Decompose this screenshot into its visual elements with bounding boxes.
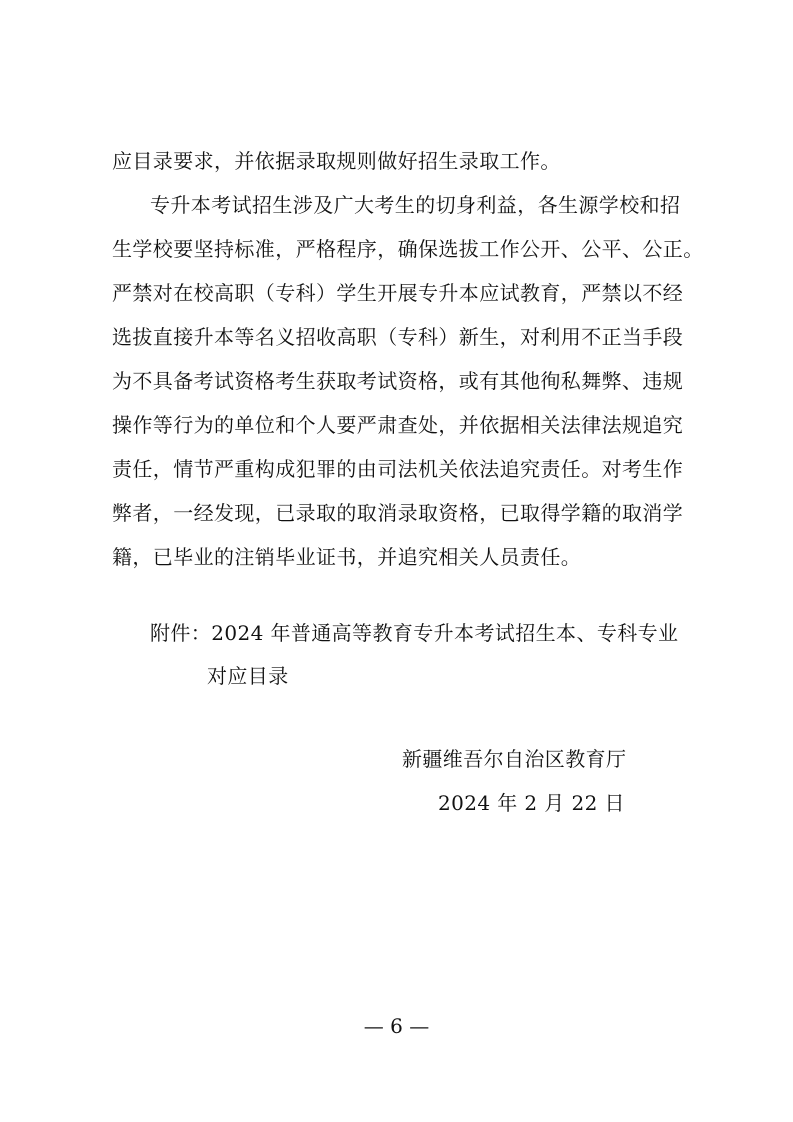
issue-date: 2024 年 2 月 22 日 bbox=[438, 791, 625, 815]
page-number: — 6 — bbox=[363, 1014, 430, 1038]
body-line-3: 生学校要坚持标准，严格程序，确保选拔工作公开、公平、公正。 bbox=[112, 237, 704, 261]
issuer-name: 新疆维吾尔自治区教育厅 bbox=[402, 747, 627, 771]
body-line-7: 操作等行为的单位和个人要严肃查处，并依据相关法律法规追究 bbox=[112, 413, 684, 437]
body-line-10: 籍，已毕业的注销毕业证书，并追究相关人员责任。 bbox=[112, 545, 582, 569]
body-line-9: 弊者，一经发现，已录取的取消录取资格，已取得学籍的取消学 bbox=[112, 501, 684, 525]
body-line-8: 责任，情节严重构成犯罪的由司法机关依法追究责任。对考生作 bbox=[112, 457, 684, 481]
body-line-5: 选拔直接升本等名义招收高职（专科）新生，对利用不正当手段 bbox=[112, 325, 684, 349]
paragraph-start-line: 专升本考试招生涉及广大考生的切身利益，各生源学校和招 bbox=[150, 193, 681, 217]
attachment-line-1: 附件：2024 年普通高等教育专升本考试招生本、专科专业 bbox=[150, 621, 679, 645]
body-line-4: 严禁对在校高职（专科）学生开展专升本应试教育，严禁以不经 bbox=[112, 281, 684, 305]
attachment-line-2: 对应目录 bbox=[207, 664, 289, 688]
body-line-1: 应目录要求，并依据录取规则做好招生录取工作。 bbox=[112, 149, 561, 173]
body-line-6: 为不具备考试资格考生获取考试资格，或有其他徇私舞弊、违规 bbox=[112, 369, 684, 393]
